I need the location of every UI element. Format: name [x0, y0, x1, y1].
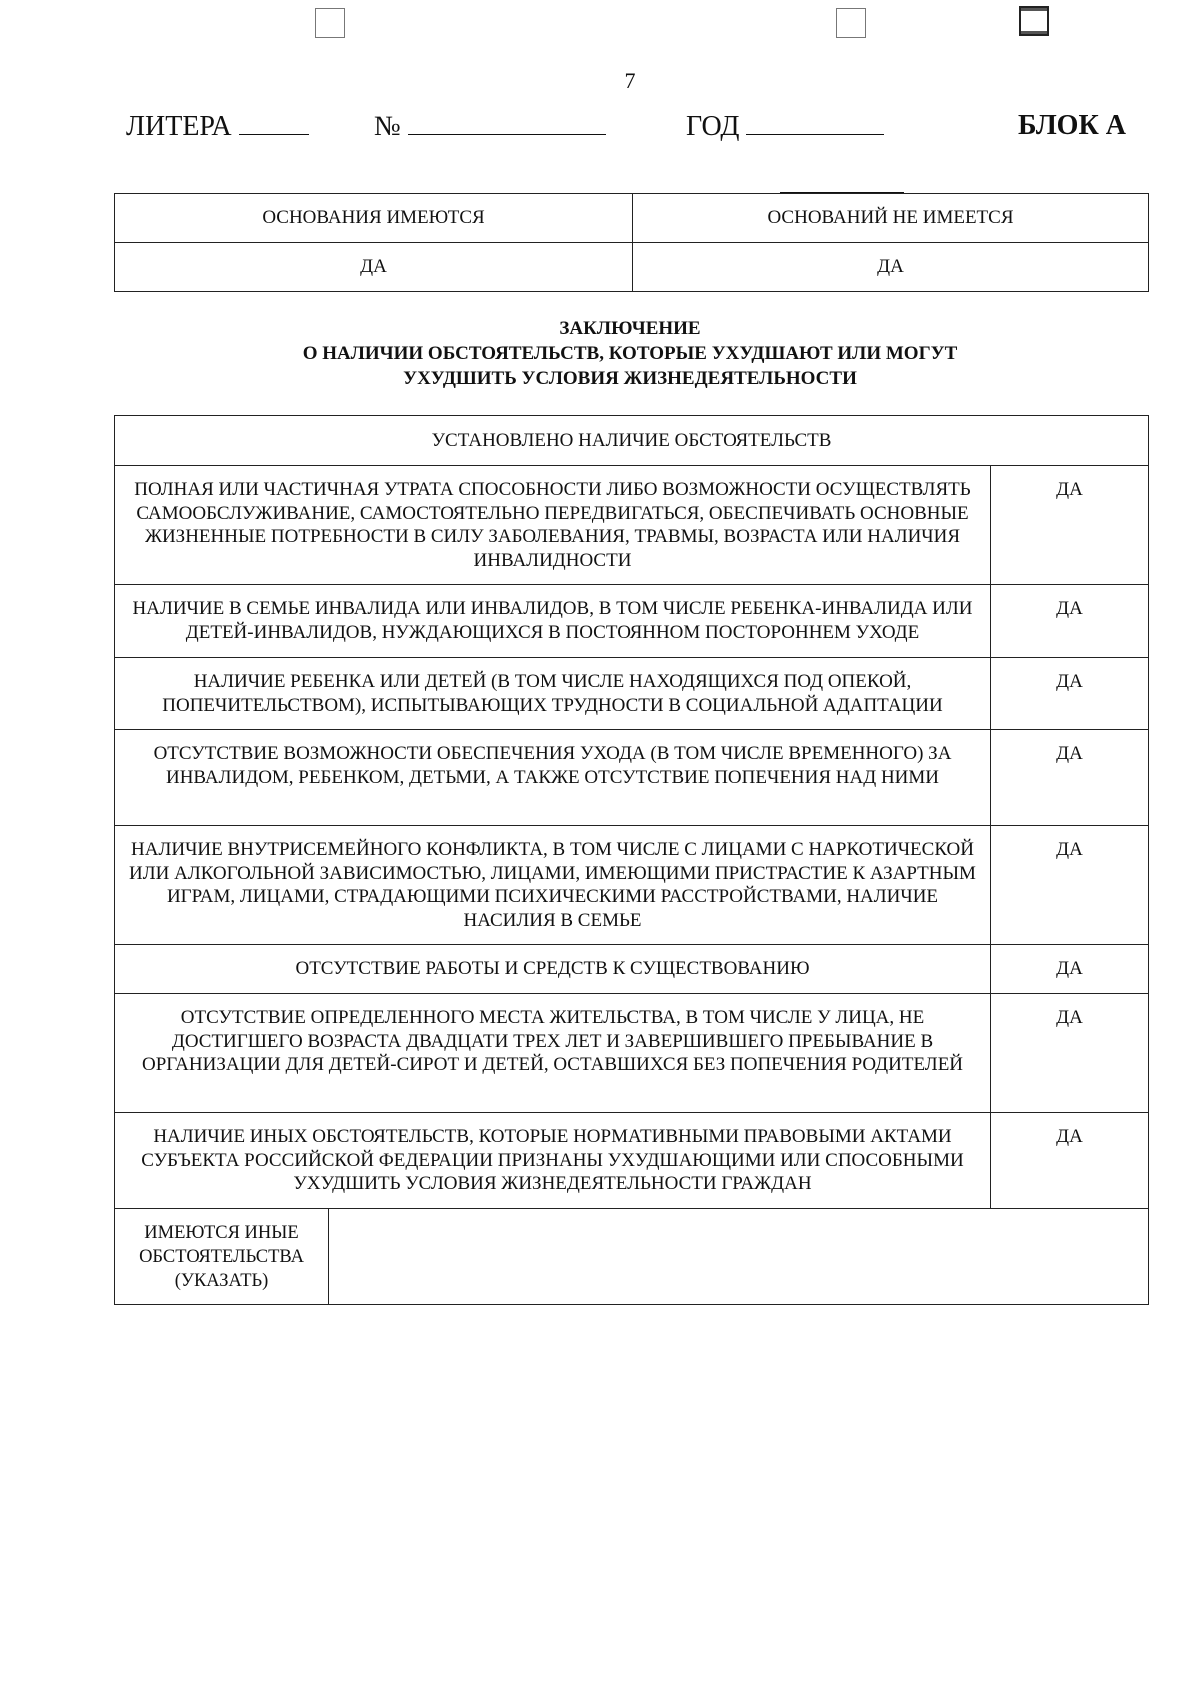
circumstance-text: ПОЛНАЯ ИЛИ ЧАСТИЧНАЯ УТРАТА СПОСОБНОСТИ ЛИБО ВОЗМОЖНОСТИ ОСУЩЕСТВЛЯТЬ САМООБСЛУЖИВАНИЕ, САМОСТОЯТЕЛЬНО ПЕРЕДВИГАТЬСЯ, ОБЕСПЕЧИВАТЬ ОСНОВНЫЕ ЖИЗНЕННЫЕ ПОТРЕБНОСТИ В СИЛУ ЗАБОЛЕВАНИЯ, ТРАВМЫ, ВОЗРАСТА ИЛИ НАЛИЧИЯ ИНВАЛИДНОСТИ — [115, 466, 991, 585]
checkbox-2[interactable] — [836, 8, 866, 38]
table-row — [115, 585, 1149, 658]
table-row — [115, 826, 1149, 945]
grounds-absent-value[interactable]: ДА — [633, 243, 1149, 292]
circumstance-text: НАЛИЧИЕ РЕБЕНКА ИЛИ ДЕТЕЙ (В ТОМ ЧИСЛЕ НАХОДЯЩИХСЯ ПОД ОПЕКОЙ, ПОПЕЧИТЕЛЬСТВОМ), ИСПЫТЫВАЮЩИХ ТРУДНОСТИ В СОЦИАЛЬНОЙ АДАПТАЦИИ — [115, 658, 991, 730]
table-row — [115, 945, 1149, 994]
table-row — [115, 1209, 1149, 1305]
circumstances-header: УСТАНОВЛЕНО НАЛИЧИЕ ОБСТОЯТЕЛЬСТВ — [115, 416, 1149, 466]
circumstance-text: ОТСУТСТВИЕ ОПРЕДЕЛЕННОГО МЕСТА ЖИТЕЛЬСТВА, В ТОМ ЧИСЛЕ У ЛИЦА, НЕ ДОСТИГШЕГО ВОЗРАСТА ДВАДЦАТИ ТРЕХ ЛЕТ И ЗАВЕРШИВШЕГО ПРЕБЫВАНИЕ В ОРГАНИЗАЦИИ ДЛЯ ДЕТЕЙ-СИРОТ И ДЕТЕЙ, ОСТАВШИХСЯ БЕЗ ПОПЕЧЕНИЯ РОДИТЕЛЕЙ — [115, 994, 991, 1113]
table-row — [115, 658, 1149, 730]
circumstance-text: НАЛИЧИЕ ВНУТРИСЕМЕЙНОГО КОНФЛИКТА, В ТОМ ЧИСЛЕ С ЛИЦАМИ С НАРКОТИЧЕСКОЙ ИЛИ АЛКОГОЛЬНОЙ ЗАВИСИМОСТЬЮ, ЛИЦАМИ, ИМЕЮЩИМИ ПРИСТРАСТИЕ К АЗАРТНЫМ ИГРАМ, ЛИЦАМИ, СТРАДАЮЩИМИ ПСИХИЧЕСКИМИ РАССТРОЙСТВАМИ, НАЛИЧИЕ НАСИЛИЯ В СЕМЬЕ — [115, 826, 991, 945]
table-row — [115, 730, 1149, 826]
circumstance-text: НАЛИЧИЕ ИНЫХ ОБСТОЯТЕЛЬСТВ, КОТОРЫЕ НОРМАТИВНЫМИ ПРАВОВЫМИ АКТАМИ СУБЪЕКТА РОССИЙСКОЙ ФЕДЕРАЦИИ ПРИЗНАНЫ УХУДШАЮЩИМИ ИЛИ СПОСОБНЫМИ УХУДШИТЬ УСЛОВИЯ ЖИЗНЕДЕЯТЕЛЬНОСТИ ГРАЖДАН — [115, 1113, 991, 1209]
grounds-exist-value[interactable]: ДА — [115, 243, 633, 292]
table-row — [115, 466, 1149, 585]
circumstance-text: ОТСУТСТВИЕ РАБОТЫ И СРЕДСТВ К СУЩЕСТВОВАНИЮ — [115, 945, 991, 994]
table-row — [115, 1113, 1149, 1209]
circumstance-answer[interactable]: ДА — [991, 658, 1149, 730]
other-circumstances-label: ИМЕЮТСЯ ИНЫЕ ОБСТОЯТЕЛЬСТВА (УКАЗАТЬ) — [115, 1209, 329, 1305]
circumstance-answer[interactable]: ДА — [991, 945, 1149, 994]
conclusion-title-line: УХУДШИТЬ УСЛОВИЯ ЖИЗНЕДЕЯТЕЛЬНОСТИ — [403, 368, 857, 389]
year-field — [686, 110, 884, 143]
grounds-absent-header: ОСНОВАНИЙ НЕ ИМЕЕТСЯ — [633, 194, 1149, 243]
litera-label: ЛИТЕРА — [126, 111, 232, 142]
table-row — [115, 194, 1149, 243]
circumstance-answer[interactable]: ДА — [991, 730, 1149, 826]
circumstance-answer[interactable]: ДА — [991, 1113, 1149, 1209]
number-field — [374, 110, 606, 143]
year-label: ГОД — [686, 111, 740, 142]
grounds-table — [114, 193, 1149, 292]
circumstance-answer[interactable]: ДА — [991, 466, 1149, 585]
other-circumstances-field[interactable] — [329, 1209, 1149, 1305]
circumstance-answer[interactable]: ДА — [991, 994, 1149, 1113]
litera-input[interactable] — [239, 110, 309, 135]
circumstance-answer[interactable]: ДА — [991, 585, 1149, 658]
year-input[interactable] — [746, 110, 884, 135]
conclusion-title-line: О НАЛИЧИИ ОБСТОЯТЕЛЬСТВ, КОТОРЫЕ УХУДШАЮТ ИЛИ МОГУТ — [302, 343, 958, 364]
page-number: 7 — [624, 68, 636, 93]
grounds-exist-header: ОСНОВАНИЯ ИМЕЮТСЯ — [115, 194, 633, 243]
table-row — [115, 994, 1149, 1113]
conclusion-title-line: ЗАКЛЮЧЕНИЕ — [559, 318, 701, 339]
table-header-row — [115, 416, 1149, 466]
table-row — [115, 243, 1149, 292]
block-label: БЛОК А — [1018, 110, 1126, 141]
number-input[interactable] — [408, 110, 606, 135]
number-label: № — [374, 111, 401, 142]
litera-field — [126, 110, 309, 143]
circumstance-text: ОТСУТСТВИЕ ВОЗМОЖНОСТИ ОБЕСПЕЧЕНИЯ УХОДА (В ТОМ ЧИСЛЕ ВРЕМЕННОГО) ЗА ИНВАЛИДОМ, РЕБЕНКОМ, ДЕТЬМИ, А ТАКЖЕ ОТСУТСТВИЕ ПОПЕЧЕНИЯ НАД НИМИ — [115, 730, 991, 826]
checkbox-3[interactable] — [1019, 6, 1049, 36]
conclusion-title — [0, 316, 1200, 391]
circumstance-answer[interactable]: ДА — [991, 826, 1149, 945]
circumstance-text: НАЛИЧИЕ В СЕМЬЕ ИНВАЛИДА ИЛИ ИНВАЛИДОВ, В ТОМ ЧИСЛЕ РЕБЕНКА-ИНВАЛИДА ИЛИ ДЕТЕЙ-ИНВАЛИДОВ, НУЖДАЮЩИХСЯ В ПОСТОЯННОМ ПОСТОРОННЕМ УХОДЕ — [115, 585, 991, 658]
circumstances-table — [114, 415, 1149, 1305]
checkbox-1[interactable] — [315, 8, 345, 38]
